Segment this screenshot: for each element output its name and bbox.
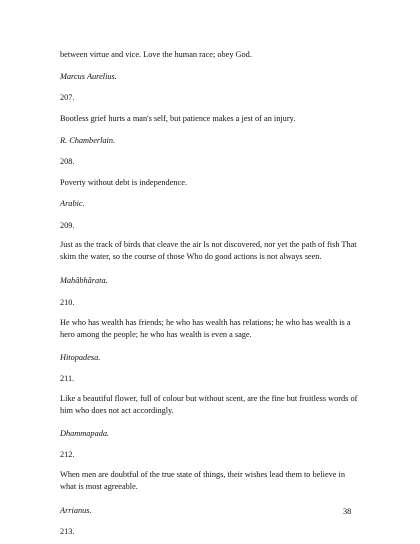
quote-208: Poverty without debt is independence. [60, 178, 187, 187]
quote-210: He who has wealth has friends; he who has wealth has relations; he who has wealth is a hero among the people; he who has wealth is even a sage. [60, 318, 351, 339]
entry-number-212: 212. [60, 450, 75, 459]
entry-number-211: 211. [60, 374, 75, 383]
attribution-212: Arrianus. [60, 506, 92, 515]
attribution-209: Mahâbhârata. [60, 276, 108, 285]
quote-211: Like a beautiful flower, full of colour but without scent, are the fine but fruitless words of him who does not act accordingly. [60, 394, 358, 415]
attribution-210: Hitopadesa. [60, 353, 101, 362]
attribution-211: Dhammapada. [60, 429, 110, 438]
entry-number-207: 207. [60, 93, 75, 102]
quote-212: When men are doubtful of the true state of things, their wishes lead them to believe in what is most agreeable. [60, 470, 346, 491]
attribution-marcus-aurelius: Marcus Aurelius. [60, 72, 117, 81]
entry-number-209: 209. [60, 221, 75, 230]
entry-number-208: 208. [60, 157, 75, 166]
attribution-208: Arabic. [60, 199, 85, 208]
entry-number-213: 213. [60, 527, 75, 536]
entry-number-210: 210. [60, 298, 75, 307]
quote-209: Just as the track of birds that cleave the air Is not discovered, nor yet the path of fish That skim the water, so the course of those Who do good actions is not always seen. [60, 240, 357, 261]
page-number: 38 [343, 507, 352, 516]
opening-fragment: between virtue and vice. Love the human race; obey God. [60, 50, 252, 59]
quote-207: Bootless grief hurts a man's self, but patience makes a jest of an injury. [60, 114, 296, 123]
attribution-207: R. Chamberlain. [60, 136, 116, 145]
